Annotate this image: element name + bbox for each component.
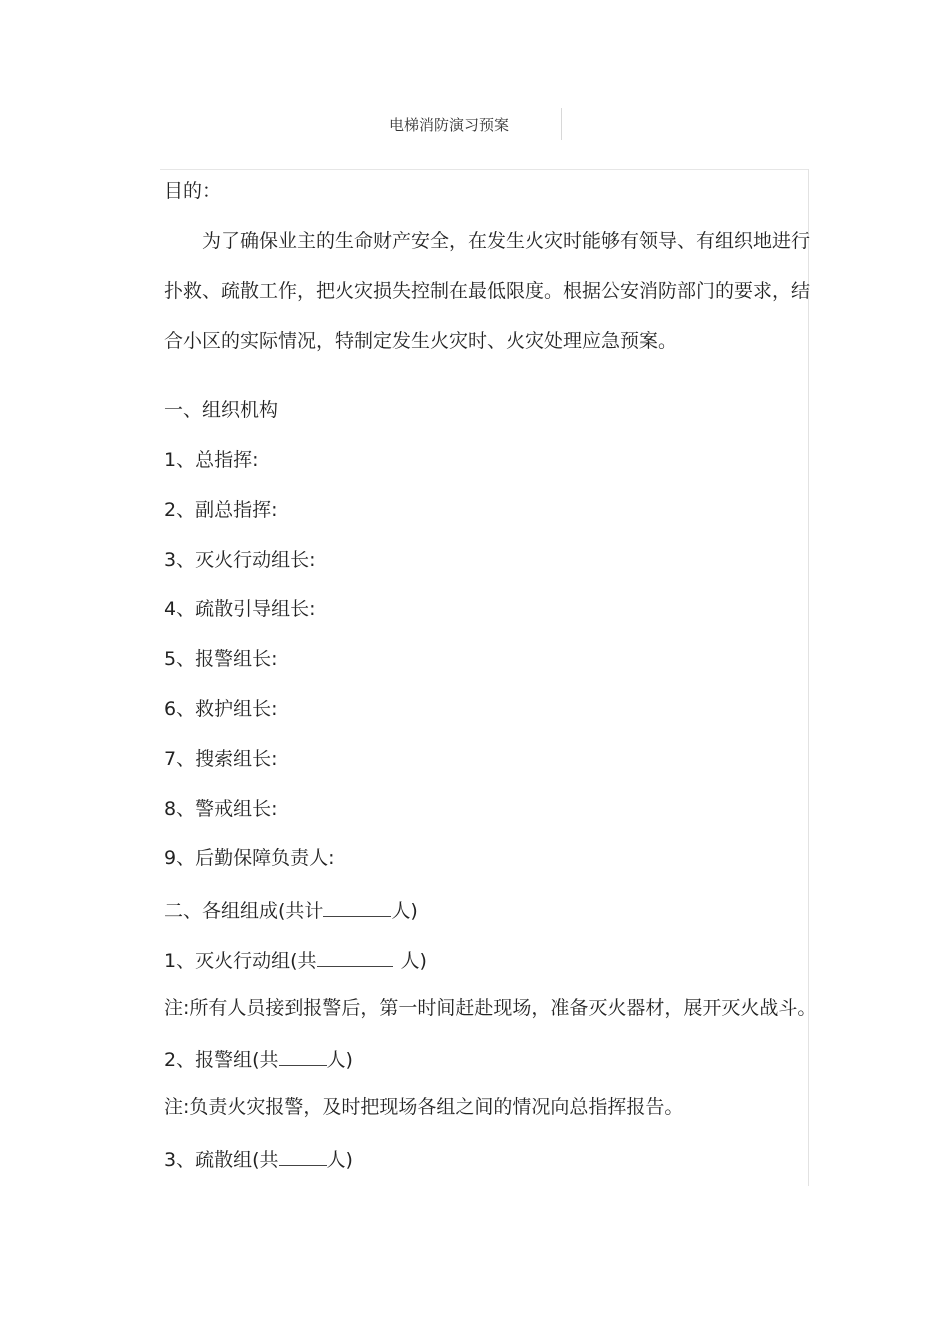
role-alarm-leader: 5、报警组长: (164, 648, 278, 670)
groups-heading (164, 896, 418, 923)
evacuation-group-count-blank (279, 1145, 327, 1166)
groups-heading-suffix: 人) (391, 900, 418, 922)
alarm-group-note: 注:负责火灾报警，及时把现场各组之间的情况向总指挥报告。 (164, 1096, 684, 1118)
document-title: 电梯消防演习预案 (389, 116, 510, 134)
role-general-commander: 1、总指挥: (164, 449, 259, 471)
role-logistics-head: 9、后勤保障负责人: (164, 847, 335, 869)
content-frame-top-border (160, 169, 809, 170)
alarm-group-count-blank (279, 1045, 327, 1066)
purpose-paragraph-line-1: 为了确保业主的生命财产安全，在发生火灾时能够有领导、有组织地进行 (202, 230, 811, 252)
alarm-group-line (164, 1045, 353, 1072)
content-frame-right-border (808, 169, 809, 1186)
header-divider (561, 108, 562, 140)
role-rescue-leader: 6、救护组长: (164, 698, 278, 720)
purpose-paragraph-line-3: 合小区的实际情况，特制定发生火灾时、火灾处理应急预案。 (164, 330, 678, 352)
fire-group-count-blank (317, 946, 393, 967)
role-guard-leader: 8、警戒组长: (164, 798, 278, 820)
fire-group-prefix: 1、灭火行动组(共 (164, 950, 317, 972)
fire-group-line (164, 946, 427, 973)
role-search-leader: 7、搜索组长: (164, 748, 278, 770)
fire-group-note: 注:所有人员接到报警后，第一时间赶赴现场，准备灭火器材，展开灭火战斗。 (164, 997, 817, 1019)
role-firefighting-leader: 3、灭火行动组长: (164, 549, 316, 571)
role-evacuation-leader: 4、疏散引导组长: (164, 598, 316, 620)
purpose-heading: 目的： (164, 180, 222, 202)
alarm-group-prefix: 2、报警组(共 (164, 1049, 279, 1071)
evacuation-group-line (164, 1145, 353, 1172)
evacuation-group-suffix: 人) (326, 1149, 353, 1171)
total-count-blank (323, 896, 391, 917)
fire-group-suffix: 人) (400, 950, 427, 972)
groups-heading-prefix: 二、各组组成(共计 (164, 900, 324, 922)
organization-heading: 一、组织机构 (164, 399, 279, 421)
role-deputy-commander: 2、副总指挥: (164, 499, 278, 521)
alarm-group-suffix: 人) (326, 1049, 353, 1071)
evacuation-group-prefix: 3、疏散组(共 (164, 1149, 279, 1171)
purpose-paragraph-line-2: 扑救、疏散工作，把火灾损失控制在最低限度。根据公安消防部门的要求，结 (164, 280, 811, 302)
